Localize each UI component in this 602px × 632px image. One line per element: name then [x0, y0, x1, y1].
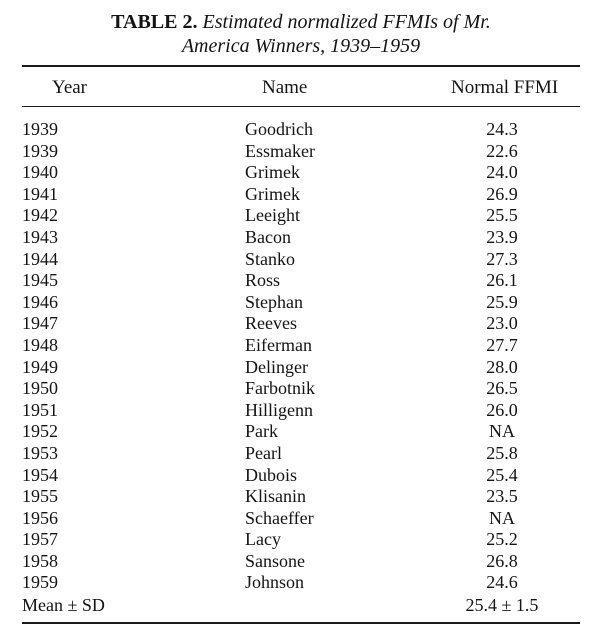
cell-ffmi: 25.5	[486, 205, 518, 226]
cell-year: 1953	[22, 442, 58, 463]
table-header-rule	[22, 106, 580, 107]
cell-ffmi: NA	[489, 421, 515, 442]
cell-ffmi: 26.8	[486, 550, 518, 571]
cell-year: 1943	[22, 226, 58, 247]
table-row	[0, 551, 602, 573]
cell-ffmi: 23.9	[486, 226, 518, 247]
cell-name: Farbotnik	[245, 378, 315, 399]
cell-year: 1950	[22, 378, 58, 399]
cell-ffmi: 25.4	[486, 464, 518, 485]
cell-name: Grimek	[245, 183, 300, 204]
cell-name: Stephan	[245, 291, 303, 312]
cell-year: 1955	[22, 486, 58, 507]
cell-ffmi: 26.0	[486, 399, 518, 420]
cell-name: Sansone	[245, 550, 305, 571]
cell-year: 1956	[22, 507, 58, 528]
cell-year: 1949	[22, 356, 58, 377]
table-row	[0, 443, 602, 465]
cell-ffmi: NA	[489, 507, 515, 528]
cell-ffmi: 27.7	[486, 334, 518, 355]
table-row	[0, 162, 602, 184]
table-row	[0, 400, 602, 422]
cell-year: 1946	[22, 291, 58, 312]
cell-year: 1948	[22, 334, 58, 355]
cell-year: 1939	[22, 140, 58, 161]
column-header-ffmi: Normal FFMI	[451, 77, 559, 98]
caption-line-1	[0, 10, 602, 34]
cell-ffmi: 24.0	[486, 162, 518, 183]
cell-name: Klisanin	[245, 486, 306, 507]
cell-name: Delinger	[245, 356, 308, 377]
table-row	[0, 378, 602, 400]
cell-year: 1947	[22, 313, 58, 334]
cell-name: Essmaker	[245, 140, 315, 161]
table-caption	[0, 10, 602, 58]
cell-year: 1942	[22, 205, 58, 226]
cell-name: Dubois	[245, 464, 298, 485]
table-row	[0, 357, 602, 379]
table-row	[0, 421, 602, 443]
cell-year: 1939	[22, 119, 58, 139]
cell-name: Ross	[245, 270, 281, 291]
table-row	[0, 184, 602, 206]
table-row	[0, 205, 602, 227]
cell-ffmi: 24.6	[486, 572, 518, 593]
table-body	[0, 119, 602, 594]
cell-ffmi: 23.5	[486, 486, 518, 507]
cell-ffmi: 22.6	[486, 140, 518, 161]
table-header	[0, 76, 602, 100]
table-row	[0, 270, 602, 292]
column-header-year: Year	[52, 77, 88, 98]
table-row	[0, 227, 602, 249]
table-bottom-rule	[22, 622, 580, 624]
cell-name: Grimek	[245, 162, 300, 183]
cell-year: 1944	[22, 248, 58, 269]
table-top-rule	[22, 65, 580, 67]
cell-ffmi: 23.0	[486, 313, 518, 334]
cell-name: Schaeffer	[245, 507, 314, 528]
table-label: TABLE 2.	[111, 11, 198, 33]
cell-ffmi: 27.3	[486, 248, 518, 269]
cell-name: Stanko	[245, 248, 296, 269]
cell-ffmi: 24.3	[486, 119, 518, 139]
cell-ffmi: 25.2	[486, 529, 518, 550]
cell-ffmi: 26.9	[486, 183, 518, 204]
cell-year: 1958	[22, 550, 58, 571]
cell-name: Reeves	[245, 313, 297, 334]
table-title-line-2: America Winners, 1939–1959	[181, 35, 421, 57]
cell-ffmi: 28.0	[486, 356, 518, 377]
table-row	[0, 508, 602, 530]
cell-name: Hilligenn	[245, 399, 313, 420]
cell-year: 1954	[22, 464, 58, 485]
table-row	[0, 465, 602, 487]
table-row	[0, 141, 602, 163]
table-row	[0, 572, 602, 594]
cell-ffmi: 26.1	[486, 270, 518, 291]
cell-name: Bacon	[245, 226, 291, 247]
cell-name: Pearl	[245, 442, 282, 463]
cell-year: 1945	[22, 270, 58, 291]
cell-name: Park	[245, 421, 278, 442]
table-row	[0, 313, 602, 335]
cell-year: 1940	[22, 162, 58, 183]
summary-row	[0, 594, 602, 616]
summary-value: 25.4 ± 1.5	[465, 595, 539, 615]
cell-name: Lacy	[245, 529, 281, 550]
cell-year: 1952	[22, 421, 58, 442]
cell-ffmi: 25.8	[486, 442, 518, 463]
table-row	[0, 335, 602, 357]
cell-year: 1951	[22, 399, 58, 420]
table-row	[0, 529, 602, 551]
summary-label: Mean ± SD	[22, 595, 105, 615]
cell-year: 1957	[22, 529, 58, 550]
table-row	[0, 486, 602, 508]
table-row	[0, 249, 602, 271]
column-header-name: Name	[262, 77, 308, 98]
cell-year: 1959	[22, 572, 58, 593]
cell-name: Johnson	[245, 572, 305, 593]
cell-ffmi: 26.5	[486, 378, 518, 399]
cell-name: Eiferman	[245, 334, 312, 355]
cell-year: 1941	[22, 183, 58, 204]
table-row	[0, 292, 602, 314]
cell-name: Leeight	[245, 205, 300, 226]
cell-ffmi: 25.9	[486, 291, 518, 312]
table-row	[0, 119, 602, 141]
cell-name: Goodrich	[245, 119, 313, 139]
table-title-line-1: Estimated normalized FFMIs of Mr.	[202, 11, 491, 33]
